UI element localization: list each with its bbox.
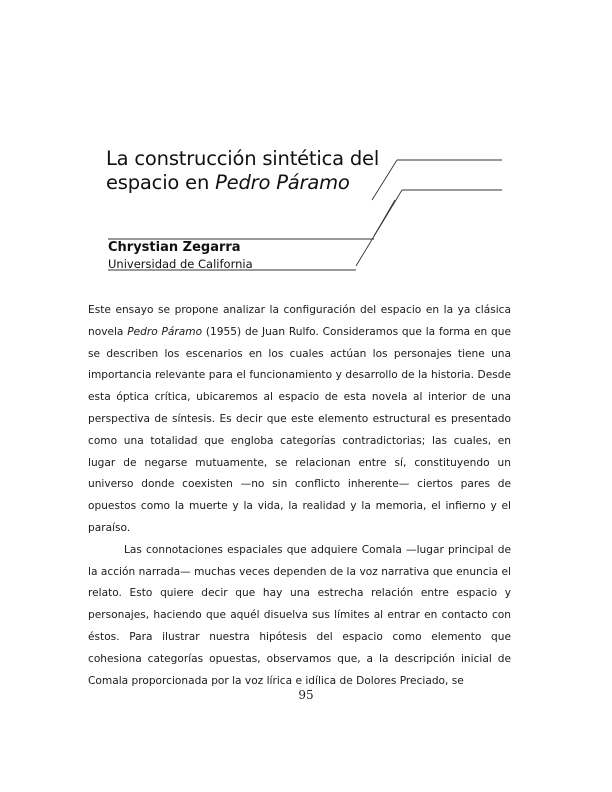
title-line-1: La construcción sintética del — [106, 147, 380, 170]
article-title — [106, 147, 406, 195]
page-number: 95 — [298, 688, 314, 702]
decor-diagonal-3 — [374, 200, 395, 236]
author-name: Chrystian Zegarra — [108, 240, 241, 255]
paragraph-1 — [88, 300, 511, 540]
title-novel-name: Pedro Páramo — [215, 171, 350, 194]
paragraph-1-start: Este ensayo se propone analizar la configuración del espacio en la ya clásica novela — [88, 304, 511, 338]
paragraph-1-novel-name: Pedro Páramo — [127, 325, 203, 338]
paragraph-1-rest: (1955) de Juan Rulfo. Consideramos que la forma en que se describen los escenarios en los cuales actúan los personajes tiene una importancia relevante para el funcionamiento y desarrollo de la historia. Desde esta óptica crítica, ubicaremos al espacio de esta novela al interior de una perspectiva de síntesis. Es decir que este elemento estructural es presentado como una totalidad que engloba categorías contradictorias; las cuales, en lugar de negarse mutuamente, se relacionan entre sí, constituyendo un universo donde coexisten —no sin conflicto inherente— ciertos pares de opuestos como la muerte y la vida, la realidad y la memoria, el infierno y el paraíso. — [88, 325, 511, 534]
author-affiliation: Universidad de California — [108, 257, 253, 271]
title-line-2-prefix: espacio en — [106, 171, 216, 194]
title-line-2 — [106, 171, 406, 195]
paragraph-2: Las connotaciones espaciales que adquiere Comala —lugar principal de la acción narrada— muchas veces dependen de la voz narrativa que enuncia el relato. Esto quiere decir que hay una estrecha relación entre espacio y personajes, haciendo que aquél disuelva sus límites al entrar en contacto con éstos. Para ilustrar nuestra hipótesis del espacio como elemento que cohesiona categorías opuestas, observamos que, a la descripción inicial de Comala proporcionada por la voz lírica e idílica de Dolores Preciado, se — [88, 543, 511, 687]
article-body — [88, 300, 511, 692]
